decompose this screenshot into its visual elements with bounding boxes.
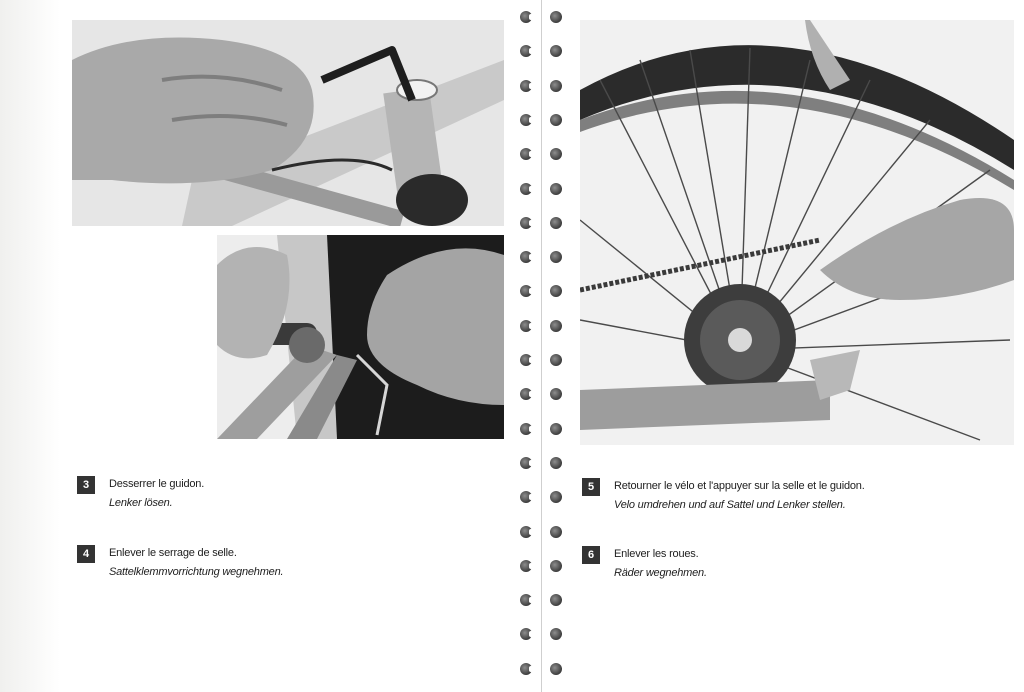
binding-hole-icon bbox=[550, 45, 562, 57]
binding-ring bbox=[518, 79, 568, 93]
step-text-de: Velo umdrehen und auf Sattel und Lenker stellen. bbox=[614, 499, 846, 511]
binding-ring bbox=[518, 113, 568, 127]
binding-hole-icon bbox=[550, 491, 562, 503]
step-text-fr: Desserrer le guidon. bbox=[109, 478, 205, 490]
binding-hole-icon bbox=[520, 628, 532, 640]
binding-ring bbox=[518, 182, 568, 196]
binding-hole-icon bbox=[550, 251, 562, 263]
binding-ring bbox=[518, 44, 568, 58]
hand-allen-key-headset-icon bbox=[72, 20, 504, 226]
binding-hole-icon bbox=[550, 320, 562, 332]
binding-hole-icon bbox=[520, 11, 532, 23]
binding-hole-icon bbox=[550, 663, 562, 675]
photo-remove-wheels bbox=[580, 20, 1014, 445]
step-text-de: Lenker lösen. bbox=[109, 497, 173, 509]
step-number-badge: 4 bbox=[77, 545, 95, 563]
binding-ring bbox=[518, 559, 568, 573]
photo-remove-seat-clamp bbox=[217, 235, 504, 439]
binding-ring bbox=[518, 319, 568, 333]
binding-hole-icon bbox=[520, 491, 532, 503]
binding-hole-icon bbox=[550, 423, 562, 435]
page-edge-shadow bbox=[0, 0, 60, 692]
step-number-badge: 6 bbox=[582, 546, 600, 564]
binding-hole-icon bbox=[520, 594, 532, 606]
binding-hole-icon bbox=[520, 217, 532, 229]
page-gutter bbox=[541, 0, 542, 692]
photo-loosen-handlebar bbox=[72, 20, 504, 226]
binding-ring bbox=[518, 422, 568, 436]
binding-hole-icon bbox=[520, 663, 532, 675]
binding-hole-icon bbox=[520, 285, 532, 297]
binding-ring bbox=[518, 216, 568, 230]
binding-hole-icon bbox=[550, 217, 562, 229]
binding-ring bbox=[518, 490, 568, 504]
hands-seat-clamp-icon bbox=[217, 235, 504, 439]
spiral-binding bbox=[512, 0, 572, 692]
step-text-fr: Enlever les roues. bbox=[614, 548, 699, 560]
binding-ring bbox=[518, 627, 568, 641]
binding-hole-icon bbox=[520, 183, 532, 195]
binding-ring bbox=[518, 284, 568, 298]
binding-ring bbox=[518, 250, 568, 264]
binding-hole-icon bbox=[550, 114, 562, 126]
binding-hole-icon bbox=[550, 11, 562, 23]
binding-hole-icon bbox=[550, 628, 562, 640]
binding-ring bbox=[518, 525, 568, 539]
binding-hole-icon bbox=[520, 526, 532, 538]
binding-hole-icon bbox=[550, 285, 562, 297]
step-text-de: Sattelklemmvorrichtung wegnehmen. bbox=[109, 566, 284, 578]
step-text-de: Räder wegnehmen. bbox=[614, 567, 707, 579]
rear-wheel-cassette-icon bbox=[580, 20, 1014, 445]
binding-ring bbox=[518, 456, 568, 470]
binding-ring bbox=[518, 593, 568, 607]
step-text-fr: Enlever le serrage de selle. bbox=[109, 547, 237, 559]
binding-hole-icon bbox=[550, 80, 562, 92]
binding-hole-icon bbox=[520, 560, 532, 572]
binding-hole-icon bbox=[550, 388, 562, 400]
binding-hole-icon bbox=[520, 388, 532, 400]
binding-hole-icon bbox=[550, 594, 562, 606]
binding-hole-icon bbox=[520, 320, 532, 332]
binding-hole-icon bbox=[550, 354, 562, 366]
binding-ring bbox=[518, 147, 568, 161]
binding-hole-icon bbox=[520, 251, 532, 263]
binding-ring bbox=[518, 10, 568, 24]
step-text-fr: Retourner le vélo et l'appuyer sur la selle et le guidon. bbox=[614, 480, 865, 492]
binding-ring bbox=[518, 662, 568, 676]
binding-ring bbox=[518, 353, 568, 367]
step-number-badge: 3 bbox=[77, 476, 95, 494]
binding-hole-icon bbox=[520, 45, 532, 57]
step-number-badge: 5 bbox=[582, 478, 600, 496]
binding-hole-icon bbox=[520, 423, 532, 435]
binding-hole-icon bbox=[520, 114, 532, 126]
binding-hole-icon bbox=[550, 183, 562, 195]
binding-hole-icon bbox=[550, 560, 562, 572]
binding-hole-icon bbox=[550, 457, 562, 469]
binding-hole-icon bbox=[520, 148, 532, 160]
binding-hole-icon bbox=[520, 457, 532, 469]
binding-hole-icon bbox=[520, 354, 532, 366]
binding-hole-icon bbox=[550, 148, 562, 160]
binding-hole-icon bbox=[520, 80, 532, 92]
binding-hole-icon bbox=[550, 526, 562, 538]
binding-ring bbox=[518, 387, 568, 401]
